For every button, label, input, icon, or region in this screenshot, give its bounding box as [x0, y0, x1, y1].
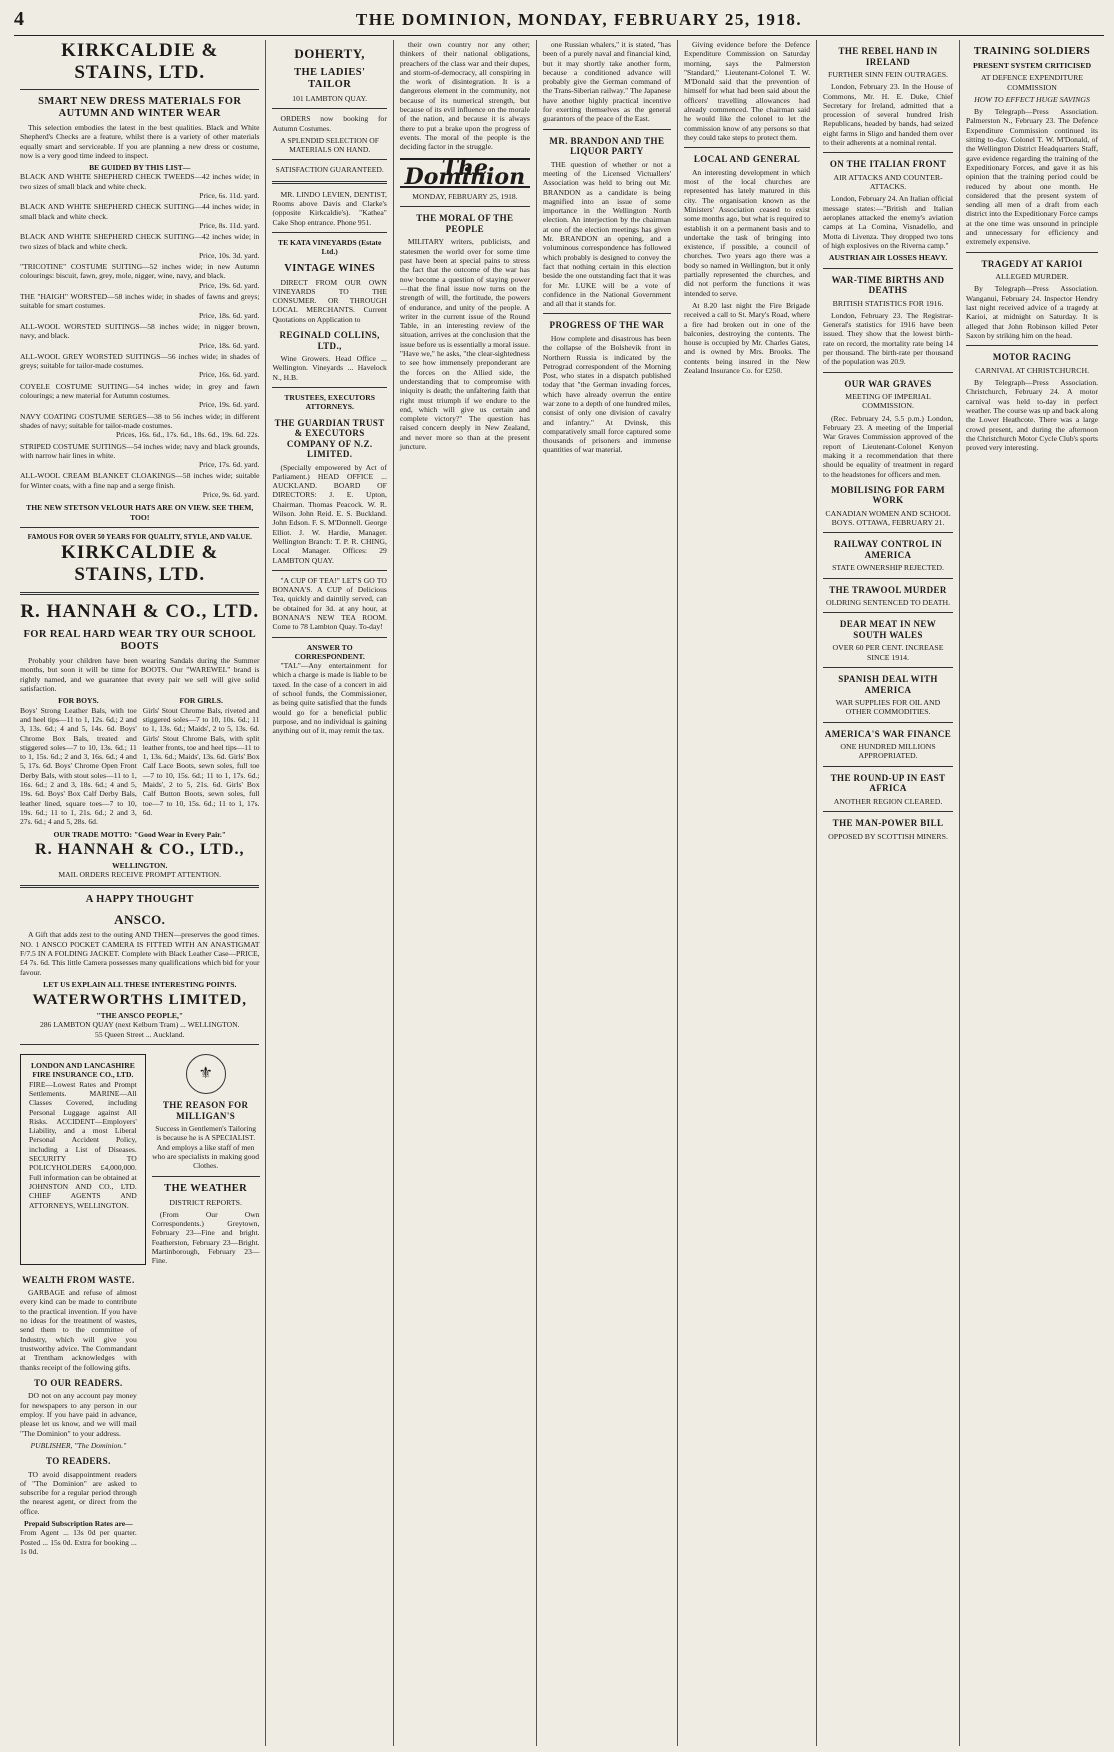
doherty-heading: DOHERTY, [294, 46, 365, 61]
dress-item-price: Price, 10s. 3d. yard. [198, 250, 260, 260]
rates-heading: Prepaid Subscription Rates are— [23, 1519, 133, 1529]
trawool-subheading: OLDRING SENTENCED TO DEATH. [826, 598, 951, 608]
railway-subheading: STATE OWNERSHIP REJECTED. [832, 563, 944, 573]
newspaper-title: THE DOMINION, MONDAY, FEBRUARY 25, 1918. [355, 10, 803, 29]
meat-heading: DEAR MEAT IN NEW SOUTH WALES [839, 619, 937, 640]
manpower-subheading: OPPOSED BY SCOTTISH MINERS. [828, 831, 948, 841]
weather-subheading: DISTRICT REPORTS. [169, 1197, 242, 1207]
vineyards-heading: TE KATA VINEYARDS (Estate Ltd.) [278, 237, 382, 257]
brandon-body: THE question of whether or not a meeting of the Licensed Victuallers' Association was held to bring out Mr. BRANDON as a candidate is being magnified into an issue of some importance in the Wellington North election. An interjection by the chairman at one of the election meetings has given Mr. BRANDON an opening, and a voluminous correspondence has followed which probably is designed to convey the fact that nothing certain in this election beside the one outstanding fact that it was for Mr. LUKE will be a vote of confidence in the National Government and all that it stands for. [542, 159, 671, 309]
ansco-heading: ANSCO. [114, 912, 166, 928]
column-7 [960, 40, 1104, 1746]
dress-item-desc: BLACK AND WHITE SHEPHERD CHECK SUITING—44 inches wide; in small black and white check. [20, 202, 260, 221]
girls-heading: FOR GIRLS. [179, 696, 223, 706]
local-body-2: At 8.20 last night the Fire Brigade received a call to St. Mary's Road, where a fire had broken out in one of the balconies, destroying the contents. The house is occupied by Mr. Charles Gates, and is owned by Mrs. Brooks. The contents being insured in the New Zealand Insurance Co. for £250. [683, 300, 811, 375]
girls-text: Girls' Stout Chrome Bals, riveted and stiggered soles—7 to 10, 10s. 6d.; 11 to 1, 13s. 6d.; Maids', 2 to 5, 13s. 6d. Girls' Stout Chrome Bals, with split leather fronts, toe and heel tips—11 to 1, 13s. 6d.; Maids', 13s. 6d. Girls' Box Calf Lace Boots, sewn soles, full toe—7 to 10, 15s. 6d.; 11 to 1, 17s. 6d.; Maids', 2 to 5, 21s. 6d. Girls' Box Calf Button Boots, sewn soles, full toe—7 to 10, 15s. 6d.; 11 to 1, 17s. 6d. [142, 705, 260, 817]
london-fire-heading: LONDON AND LANCASHIRE FIRE INSURANCE CO., LTD. [30, 1061, 135, 1080]
brandon-heading: MR. BRANDON AND THE LIQUOR PARTY [549, 135, 665, 157]
local-body: An interesting development in which most of the local churches are represented has lately matured in this city. The organisation known as the Ministers' Association ceased to exist some months ago, but what is required to establish it on a permanent basis and to undertake the task of bringing into existence, if possible, a council of churches. Two years ago there was a body so named in Wellington, but it only partially represented the churches, and did not perform the functions it was intended to serve. [683, 167, 811, 298]
boys-heading: FOR BOYS. [58, 696, 99, 706]
boys-text: Boys' Strong Leather Bals, with toe and heel tips—11 to 1, 12s. 6d.; 2 and 3, 13s. 6d.; 4 and 5, 14s. 6d. Boys' Chrome Box Bals, treated and stiggered soles—7 to 10, 13s. 6d.; 11 to 1, 15s. 6d.; 2 and 3, 16s. 6d.; 4 and 5, 17s. 6d. Boys' Chrome Open Front Derby Bals, with stout soles—11 to 1, 16s. 6d.; 2 and 3, 18s. 6d.; 4 and 5, 19s. 6d. Boys' Box Calf Derby Bals, leather lined, square toes—7 to 10, 19s. 6d.; 11 to 1, 21s. 6d.; 2 and 3, 27s. 6d.; 4 and 5, 28s. 6d. [20, 705, 137, 827]
moral-body: MILITARY writers, publicists, and statesmen the world over for some time past have been at special pains to stress the fact that the outcome of the war has now become a question of staying power—that the final issue now turns on the strength of will, the fortitude, the powers of endurance, and unity of the people. A writer in the current issue of the Round Table, in an interesting review of the situation, arrives at the conclusion that the issue before us is essentially a moral issue. "Have we," he asks, "the clear-sightedness to see how immensely preponderant are the forces on the Allied side, the understanding that to compromise with iniquity is death; the unfaltering faith that right must triumph if we endure to the end, which will give us certain and complete victory?" The question has raised concern deeply in New Zealand, and never more so than at the present juncture. [399, 237, 530, 451]
dress-item-price: Price, 16s. 6d. yard. [198, 370, 260, 380]
railway-heading: RAILWAY CONTROL IN AMERICA [833, 539, 943, 560]
moral-heading: THE MORAL OF THE PEOPLE [416, 213, 514, 234]
milligans-body: Success in Gentlemen's Tailoring is because he is A SPECIALIST. And employs a like staff of men who are specialists in making good Clothes. [152, 1124, 260, 1171]
dress-item-price: Price, 6s. 11d. yard. [199, 191, 260, 201]
dress-item [20, 382, 259, 410]
motor-subheading: CARNIVAL AT CHRISTCHURCH. [975, 365, 1090, 375]
hannah-subheading: FOR REAL HARD WEAR TRY OUR SCHOOL BOOTS [23, 629, 257, 653]
dress-item-desc: STRIPED COSTUME SUITINGS—54 inches wide; navy and black grounds, with narrow hair lines in white. [20, 441, 260, 460]
dress-item [20, 322, 259, 350]
readers-sign: PUBLISHER, "The Dominion." [30, 1440, 127, 1450]
london-fire-body: FIRE—Lowest Rates and Prompt Settlements. MARINE—All Classes Covered, including Personal Luggage against All Risks. ACCIDENT—Employers' Liability, and a most Liberal Personal Accident Policy, including a List of Diseases. SECURITY TO POLICYHOLDERS £4,000,000. Full information can be obtained at JOHNSTON AND CO., LTD. CHIEF AGENTS AND ATTORNEYS, WELLINGTON. [29, 1079, 137, 1210]
waterworths-address: 286 LAMBTON QUAY (next Kelburn Tram) ... WELLINGTON. [39, 1020, 240, 1030]
col3-top-text: their own country nor any other; thinkers of their national obligations, preachers of the class war and their dupes, and storm-of-democracy, all conspiring in the work of disintegration. It is a dangerous element in the community, not because of its numerical strength, but because of its evil influence on the morale of the nation, and because it is always there to put a brake upon the progress of events. The moral of the people is the deciding factor in the struggle. [399, 40, 530, 152]
manpower-heading: THE MAN-POWER BILL [832, 818, 944, 829]
ansco-body: A Gift that adds zest to the outing AND THEN—preserves the good times. NO. 1 ANSCO POCKET CAMERA IS FITTED WITH AN ANASTIGMAT F/7.5 IN A FOLDING JACKET. Complete with Black Leather Case—PRICE, £4 7s. 6d. This little Camera possesses many qualifications which bid for your favour. [20, 930, 260, 977]
rebel-heading: THE REBEL HAND IN IRELAND [838, 46, 938, 67]
dress-item [20, 262, 259, 290]
tea-ad: "A CUP OF TEA!" LET'S GO TO BONANA'S. A CUP of Delicious Tea, quickly and daintily served, can be obtained for 3d. at any hour, at BONANA'S NEW TEA ROOM. Come to 78 Lambton Quay. To-day! [272, 575, 387, 632]
ansco-people: "THE ANSCO PEOPLE," [96, 1011, 184, 1021]
guided-line: BE GUIDED BY THIS LIST— [89, 163, 191, 173]
kirkcaldie-heading: KIRKCALDIE & STAINS, LTD. [61, 40, 219, 83]
motor-heading: MOTOR RACING [992, 352, 1072, 363]
hannah-city: WELLINGTON. [112, 860, 168, 870]
dress-item-price: Price, 18s. 6d. yard. [198, 340, 260, 350]
famous-line: FAMOUS FOR OVER 50 YEARS FOR QUALITY, STYLE, AND VALUE. [27, 532, 252, 541]
dress-item-price: Price, 8s. 11d. yard. [199, 220, 260, 230]
graves-subheading: MEETING OF IMPERIAL COMMISSION. [845, 392, 931, 411]
dress-item-desc: ALL-WOOL GREY WORSTED SUITINGS—56 inches wide; in shades of greys; suitable for tailor-made costumes. [20, 351, 260, 371]
progress-heading: PROGRESS OF THE WAR [549, 320, 665, 331]
readers-heading: TO OUR READERS. [34, 1377, 123, 1388]
readers2-heading: TO READERS. [45, 1456, 111, 1467]
doherty-selection: A SPLENDID SELECTION OF MATERIALS ON HAND. [280, 135, 379, 155]
rates-body: From Agent ... 13s 0d per quarter. Posted ... 15s 0d. Extra for booking ... 1s 0d. [20, 1528, 137, 1556]
doherty-address: 101 LAMBTON QUAY. [292, 94, 368, 103]
training-subheading-3: HOW TO EFFECT HUGE SAVINGS [974, 94, 1090, 104]
wine-growers: Wine Growers. Head Office ... Wellington. Vineyards ... Havelock N., H.B. [272, 354, 387, 382]
happy-thought: A HAPPY THOUGHT [85, 894, 194, 906]
dress-item [20, 471, 259, 499]
col4-top-text: one Russian whalers," it is stated, "has been of a purely naval and financial kind, but it may shortly take another form, because a conditioned advance will probably give the German command of the Trans-Siberian railway." The Japanese have another highly practical incentive for exerting themselves as the general guarantors of the peace of the East. [542, 40, 671, 124]
dress-item-desc: ALL-WOOL WORSTED SUITINGS—58 inches wide; in nigger brown, navy, and black. [20, 321, 260, 341]
dentist-ad: MR. LINDO LEVIEN, DENTIST, Rooms above Davis and Clarke's (opposite Kirkcaldie's). "Kathea" Cake Shop entrance. Phone 951. [272, 189, 387, 227]
italian-subheading: AIR ATTACKS AND COUNTER-ATTACKS. [833, 172, 943, 192]
dress-item-desc: "TRICOTINE" COSTUME SUITING—52 inches wide; in new Autumn colourings: biscuit, fawn, grey, mole, nigger, wine, navy, and black. [20, 262, 260, 281]
stetson-line: THE NEW STETSON VELOUR HATS ARE ON VIEW. SEE THEM, TOO! [26, 503, 254, 522]
training-subheading-2: AT DEFENCE EXPENDITURE COMMISSION [980, 73, 1084, 92]
trade-motto: OUR TRADE MOTTO: "Good Wear in Every Pair." [53, 829, 227, 839]
dress-item-price: Price, 18s. 6d. yard. [198, 310, 260, 320]
trawool-heading: THE TRAWOOL MURDER [829, 584, 947, 595]
guardian-heading: THE GUARDIAN TRUST & EXECUTORS COMPANY OF N.Z. LIMITED. [274, 417, 385, 460]
karioi-subheading: ALLEGED MURDER. [995, 272, 1069, 282]
karioi-heading: TRAGEDY AT KARIOI [981, 258, 1083, 269]
editorial-date: MONDAY, FEBRUARY 25, 1918. [412, 192, 518, 202]
dress-item-desc: NAVY COATING COSTUME SERGES—38 to 56 inches wide; in different shades of navy; suitable for tailor-made costumes. [20, 411, 260, 430]
readers2-body: TO avoid disappointment readers of "The Dominion" are asked to subscribe for a regular period through the nearest agent, or direct from the office. [20, 1469, 137, 1516]
column-1 [14, 40, 266, 1746]
dress-item [20, 352, 259, 380]
vintage-heading: VINTAGE WINES [284, 262, 376, 274]
column-6 [817, 40, 960, 1746]
doherty-orders: ORDERS now booking for Autumn Costumes. [272, 114, 387, 133]
dress-item [20, 172, 259, 200]
wealth-body: GARBAGE and refuse of almost every kind can be made to contribute to the practical invention. If you have no ideas for the treatment of wastes, send them to the committee of Industry, which will give you trustworthy advice. The Commandant at Trentham acknowledges with thanks receipt of the following gifts. [20, 1288, 137, 1372]
karioi-body: By Telegraph—Press Association. Wanganui, February 24. Inspector Hendry last night received advice of a tragedy at Karioi, at midnight on Saturday. It is alleged that John Robinson killed Peter Saxon by striking him on the head. [966, 284, 1099, 340]
col5-top-text: Giving evidence before the Defence Expenditure Commission on Saturday morning, says the Palmerston "Standard," Lieutenant-Colonel T. W. M'Donald said that the prevention of himself for what had been said about the officers' travelling allowances had already commenced. The chairman said he would like the colonel to let the commission know of any persons so that they could take steps to protect them. [683, 40, 811, 142]
finance-heading: AMERICA'S WAR FINANCE [824, 728, 952, 739]
training-body: By Telegraph—Press Association. Palmerston N., February 23. The Defence Expenditure Commission continued its sitting to-day. Colonel T. W. M'Donald, of the Wellington District Headquarters Staff, gave evidence regarding the training of the Expeditionary Forces, and gave it as his opinion that the training period could be reduced by about one month. He considered that the present system of sending all men of a draft from each district into the Expeditionary Force camps at the one time was unsound in principle and unnecessary for efficiency and extremely expensive. [966, 107, 1099, 247]
italian-heading: ON THE ITALIAN FRONT [829, 159, 947, 170]
dress-item [20, 412, 259, 440]
dress-item-price: Prices, 16s. 6d., 17s. 6d., 18s. 6d., 19s. 6d. 22s. [116, 430, 260, 440]
motor-body: By Telegraph—Press Association. Christchurch, February 24. A motor carnival was held to-day in perfect weather. The course was up and back along the Lower Heathcote. There was a large crowd present, and during the afternoon the Christchurch Motor Cycle Club's sports proved very interesting. [966, 378, 1099, 453]
crest-icon: ⚜ [186, 1054, 226, 1094]
rebel-subheading: FURTHER SINN FEIN OUTRAGES. [828, 70, 949, 79]
training-subheading: PRESENT SYSTEM CRITICISED [972, 61, 1092, 70]
dress-item-price: Price, 19s. 6d. yard. [198, 400, 260, 410]
austrian-heading: AUSTRIAN AIR LOSSES HEAVY. [828, 253, 948, 263]
wealth-heading: WEALTH FROM WASTE. [22, 1274, 135, 1285]
dress-item [20, 232, 259, 260]
dress-item [20, 292, 259, 320]
spanish-subheading: WAR SUPPLIES FOR OIL AND OTHER COMMODITIES. [835, 698, 941, 717]
roundup-heading: THE ROUND-UP IN EAST AFRICA [830, 772, 946, 794]
italian-body: London, February 24. An Italian official message states:—"British and Italian aeroplanes attacked the enemy's aviation camps at La Comina, Visnadello, and Motta di Livenza. They dropped two tons of high explosives on the Riverna camp." [823, 194, 954, 250]
column-3 [394, 40, 537, 1746]
reginald-collins: REGINALD COLLINS, LTD., [279, 330, 380, 351]
dress-items-list [20, 172, 259, 499]
kirkcaldie-footer: KIRKCALDIE & STAINS, LTD. [61, 542, 219, 586]
vintage-body: DIRECT FROM OUR OWN VINEYARDS TO THE CONSUMER. OR THROUGH LOCAL MERCHANTS. Current Quotations on Application to [272, 277, 387, 324]
weather-heading: THE WEATHER [164, 1182, 248, 1194]
graves-heading: OUR WAR GRAVES [844, 378, 932, 389]
trustees-heading: TRUSTEES, EXECUTORS ATTORNEYS. [284, 392, 375, 412]
dress-intro: This selection embodies the latest in the best qualities. Black and White Shepherd's Checks are a feature, whilst there is a variety of other materials equally smart and serviceable. If you are planning a new dress or costume, now is a very good time indeed to inspect. [20, 123, 260, 160]
milligans-heading: THE REASON FOR MILLIGAN'S [162, 1100, 249, 1121]
local-heading: LOCAL AND GENERAL [693, 154, 801, 165]
dress-item-price: Price, 19s. 6d. yard. [198, 280, 260, 290]
dress-item-desc: BLACK AND WHITE SHEPHERD CHECK TWEEDS—42 inches wide; in two sizes of small black and white check. [20, 172, 260, 191]
ansco-cta: LET US EXPLAIN ALL THESE INTERESTING POINTS. [43, 979, 237, 989]
spanish-heading: SPANISH DEAL WITH AMERICA [838, 674, 938, 695]
dress-item-desc: COYELE COSTUME SUITING—54 inches wide; in grey and fawn colourings; a new material for Autumn costumes. [20, 381, 260, 401]
dress-item [20, 202, 259, 230]
wartime-body: London, February 23. The Registrar-General's statistics for 1916 have been issued. They show that the lowest birth-rate on record, the mortality rate being 14 per thousand. The birth-rate per thousand of the population was 20.9. [823, 310, 954, 367]
dress-item-desc: BLACK AND WHITE SHEPHERD CHECK SUITING—42 inches wide; in two sizes of black and white check. [20, 232, 260, 251]
meat-subheading: OVER 60 PER CENT. INCREASE SINCE 1914. [832, 643, 944, 662]
ladies-tailor: THE LADIES' TAILOR [294, 67, 366, 90]
mobilising-body: CANADIAN WOMEN AND SCHOOL BOYS. OTTAWA, FEBRUARY 21. [825, 508, 951, 528]
readers-body: DO not on any account pay money for newspapers to any person in our employ. If you have paid in advance, please let us know, and we will mail "The Dominion" to your address. [20, 1391, 137, 1438]
waterworths-heading: WATERWORTHS LIMITED, [32, 992, 248, 1009]
doherty-satisfaction: SATISFACTION GUARANTEED. [275, 165, 384, 175]
dress-item-price: Price, 17s. 6d. yard. [198, 460, 260, 470]
dress-item-desc: THE "HAIGH" WORSTED—58 inches wide; in shades of fawns and greys; suitable for smart costumes. [20, 292, 260, 311]
dress-item [20, 442, 259, 470]
mobilising-heading: MOBILISING FOR FARM WORK [831, 484, 945, 506]
hannah-heading: R. HANNAH & CO., LTD. [20, 601, 260, 623]
dress-heading: SMART NEW DRESS MATERIALS FOR AUTUMN AND WINTER WEAR [38, 96, 242, 119]
rebel-body: London, February 23. In the House of Commons, Mr. H. E. Duke, Chief Secretary for Ireland, admitted that a procession of several hundred Irish Republicans, headed by bands, had seized eight farms in Sligo and handed them over to their adherents at a nominal rental. [823, 82, 954, 148]
correspondent-heading: ANSWER TO CORRESPONDENT. [294, 642, 365, 661]
progress-body: How complete and disastrous has been the collapse of the Bolshevik front in Northern Russia is indicated by the Petrograd correspondent of the Morning Post, who states in a dispatch published today that "the German invading forces, which have already overrun the entire war zone to a depth of one hundred miles, consist of only one division of cavalry and infantry." At Dvinsk, this comparatively small force captured some thousands of prisoners and immense quantities of war material. [542, 333, 671, 455]
graves-body: (Rec. February 24, 5.5 p.m.) London, February 23. A meeting of the Imperial War Graves Commission approved of the report of Lieutenant-Colonel Kenyon making it a recommendation that there should be equality of treatment in regard to the headstones for officers and men. [823, 413, 954, 479]
masthead [14, 8, 1104, 36]
column-2 [266, 40, 393, 1746]
correspondent-body: "TAL"—Any entertainment for which a charge is made is liable to be taxed. In the case of a concert in aid of school funds, the Commissioner, as being quite satisfied that the funds would go for a beneficial public purpose, and no individual is gaining anything out of it, may remit the tax. [272, 661, 387, 736]
page-number: 4 [14, 8, 24, 30]
hannah-footer: R. HANNAH & CO., LTD., [35, 840, 245, 858]
training-heading: TRAINING SOLDIERS [973, 46, 1091, 57]
dominion-title: The Dominion [400, 158, 530, 189]
weather-body: (From Our Own Correspondents.) Greytown, February 23—Fine and bright. Featherston, February 23—Bright. Martinborough, February 23—Fine. [151, 1209, 260, 1266]
wartime-heading: WAR-TIME BIRTHS AND DEATHS [831, 274, 945, 296]
column-4 [537, 40, 678, 1746]
column-5 [678, 40, 817, 1746]
mail-orders: MAIL ORDERS RECEIVE PROMPT ATTENTION. [58, 870, 222, 880]
dress-item-price: Price, 9s. 6d. yard. [202, 489, 260, 499]
guardian-body: (Specially empowered by Act of Parliament.) HEAD OFFICE ... AUCKLAND. BOARD OF DIRECTORS: J. E. Upton, Chairman. Thomas Peacock. W. R. Wilson. John Reid. E. S. Buckland. John Edson. F. S. M'Donnell. George Elliot. J. W. Hardie, Manager. Wellington Branch: T. P. R. CHING, Local Manager. Offices: 29 LAMBTON QUAY. [272, 462, 387, 565]
finance-subheading: ONE HUNDRED MILLIONS APPROPRIATED. [840, 742, 936, 761]
roundup-subheading: ANOTHER REGION CLEARED. [833, 796, 943, 806]
wartime-subheading: BRITISH STATISTICS FOR 1916. [832, 298, 944, 308]
dress-item-desc: ALL-WOOL CREAM BLANKET CLOAKINGS—58 inches wide; suitable for Winter coats, with a fine nap and a serge finish. [20, 471, 260, 490]
waterworths-address-2: 55 Queen Street ... Auckland. [95, 1029, 185, 1039]
hannah-intro: Probably your children have been wearing Sandals during the Summer months, but soon it will be time for BOOTS. Our "WAREWEL" brand is rightly named, and we guarantee that every pair we sell will give solid satisfaction. [20, 656, 260, 694]
